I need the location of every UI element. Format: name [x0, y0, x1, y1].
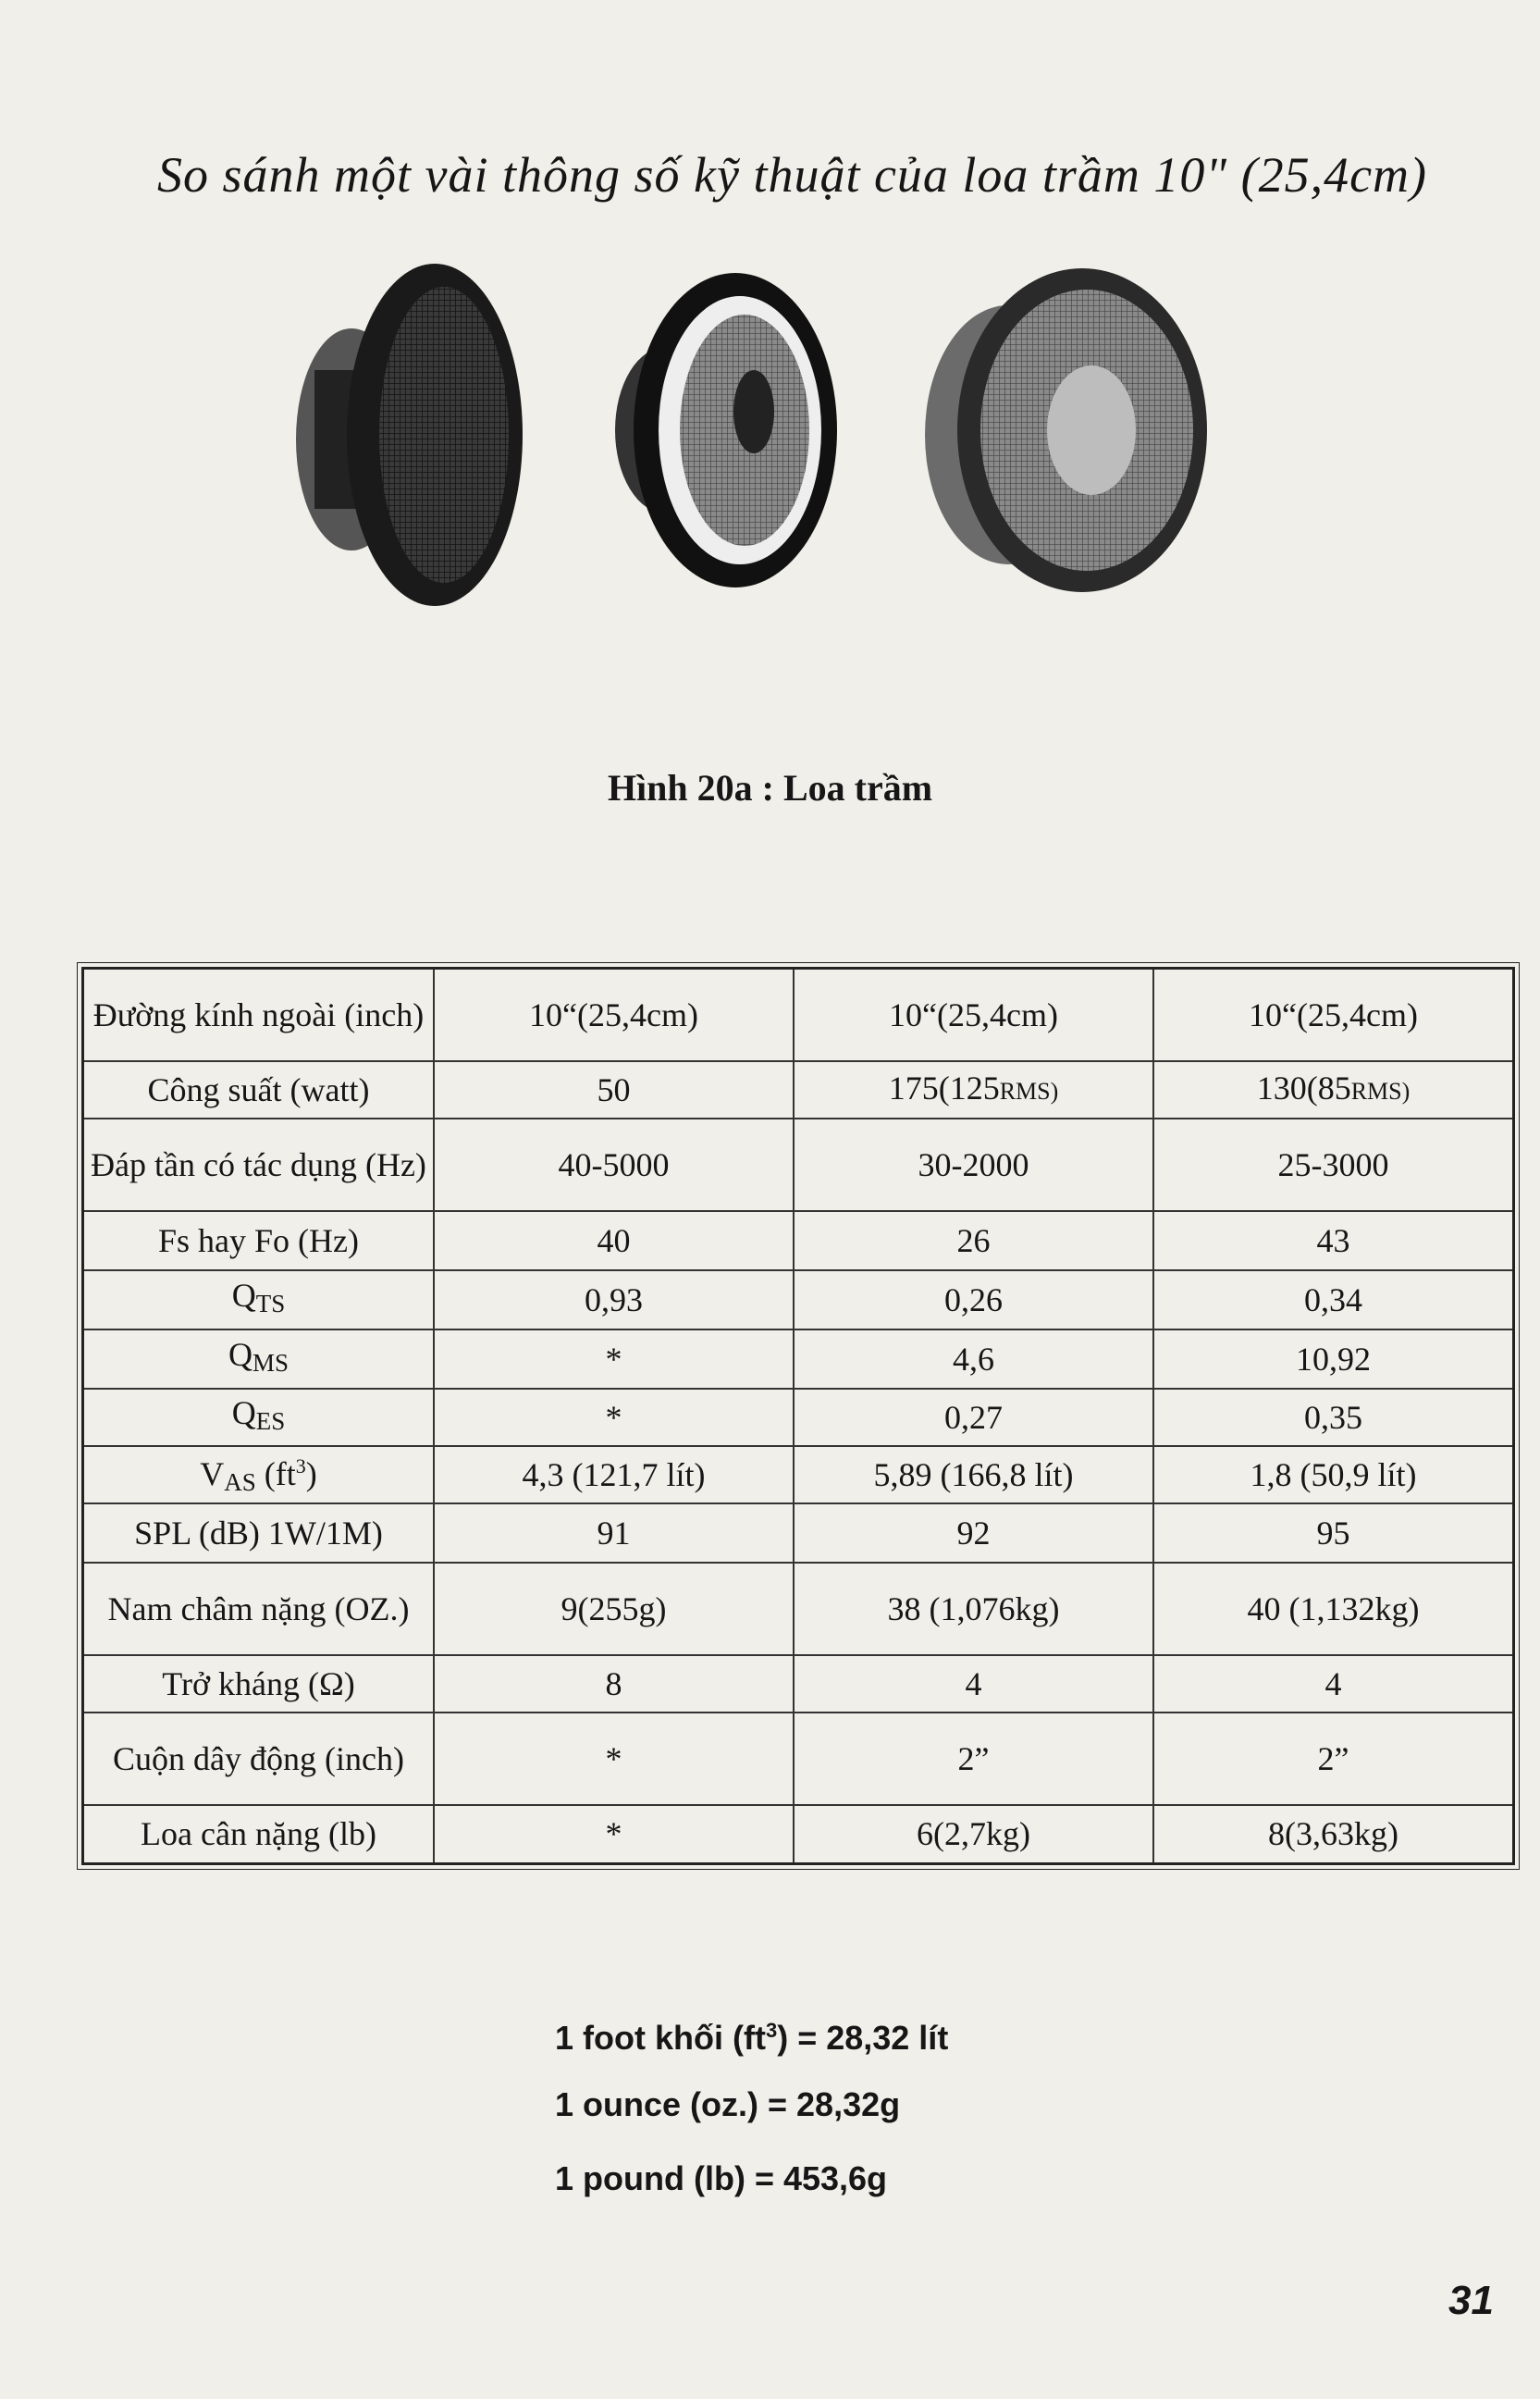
table-cell: 1,8 (50,9 lít) — [1153, 1446, 1514, 1503]
row-label: SPL (dB) 1W/1M) — [83, 1503, 435, 1563]
row-label: Cuộn dây động (inch) — [83, 1713, 435, 1805]
page-title: So sánh một vài thông số kỹ thuật của loa trầm 10" (25,4cm) — [157, 147, 1428, 203]
table-cell: 8(3,63kg) — [1153, 1805, 1514, 1864]
row-label — [83, 1446, 435, 1503]
row-label — [83, 1329, 435, 1389]
speaker-icon — [615, 273, 837, 587]
speaker-illustration — [277, 250, 1249, 638]
spec-table — [81, 967, 1515, 1865]
table-cell: 5,89 (166,8 lít) — [794, 1446, 1153, 1503]
label-main: V — [200, 1455, 225, 1492]
table-cell: 9(255g) — [434, 1563, 794, 1655]
table-cell: 40 — [434, 1211, 794, 1270]
note-text: 1 ounce (oz.) = 28,32g — [555, 2085, 901, 2123]
row-label: Loa cân nặng (lb) — [83, 1805, 435, 1864]
table-cell — [794, 1061, 1153, 1119]
table-row — [83, 1446, 1514, 1503]
table-cell: 4 — [794, 1655, 1153, 1713]
table-cell: 0,35 — [1153, 1389, 1514, 1446]
cell-value: 130(85 — [1256, 1069, 1351, 1107]
table-cell: 10,92 — [1153, 1329, 1514, 1389]
table-row — [83, 1329, 1514, 1389]
table-cell: 4,3 (121,7 lít) — [434, 1446, 794, 1503]
speaker-icon — [296, 264, 523, 606]
table-cell: 25-3000 — [1153, 1119, 1514, 1211]
table-cell: 95 — [1153, 1503, 1514, 1563]
table-cell: 40 (1,132kg) — [1153, 1563, 1514, 1655]
table-cell: 10“(25,4cm) — [794, 969, 1153, 1061]
table-cell: * — [434, 1805, 794, 1864]
speaker-icon — [925, 268, 1207, 592]
table-cell: 2” — [1153, 1713, 1514, 1805]
table-cell: 43 — [1153, 1211, 1514, 1270]
label-subscript: ES — [255, 1407, 286, 1435]
figure-caption: Hình 20a : Loa trầm — [607, 767, 933, 809]
table-cell: 91 — [434, 1503, 794, 1563]
table-row — [83, 1119, 1514, 1211]
table-cell: 40-5000 — [434, 1119, 794, 1211]
table-cell: 30-2000 — [794, 1119, 1153, 1211]
table-cell: 50 — [434, 1061, 794, 1119]
table-cell: 26 — [794, 1211, 1153, 1270]
table-cell: * — [434, 1329, 794, 1389]
label-tail: (ft — [255, 1455, 296, 1492]
cell-value: 175(125 — [888, 1069, 1000, 1107]
note-text: 1 pound (lb) = 453,6g — [555, 2159, 888, 2197]
row-label: Đường kính ngoài (inch) — [83, 969, 435, 1061]
table-row — [83, 1503, 1514, 1563]
row-label — [83, 1270, 435, 1329]
label-main: Q — [231, 1394, 256, 1431]
row-label — [83, 1389, 435, 1446]
table-cell — [1153, 1061, 1514, 1119]
rms-suffix: RMS) — [1350, 1077, 1411, 1105]
row-label: Fs hay Fo (Hz) — [83, 1211, 435, 1270]
table-cell: 4 — [1153, 1655, 1514, 1713]
table-cell: 38 (1,076kg) — [794, 1563, 1153, 1655]
table-row — [83, 1563, 1514, 1655]
row-label: Công suất (watt) — [83, 1061, 435, 1119]
table-cell: 0,26 — [794, 1270, 1153, 1329]
row-label: Trở kháng (Ω) — [83, 1655, 435, 1713]
conversion-note — [555, 2142, 948, 2216]
table-cell: 10“(25,4cm) — [1153, 969, 1514, 1061]
table-cell: 0,93 — [434, 1270, 794, 1329]
label-main: Q — [231, 1277, 256, 1314]
note-superscript: 3 — [765, 2019, 778, 2042]
label-end: ) — [305, 1455, 317, 1492]
table-row — [83, 969, 1514, 1061]
row-label: Đáp tần có tác dụng (Hz) — [83, 1119, 435, 1211]
row-label: Nam châm nặng (OZ.) — [83, 1563, 435, 1655]
speaker-figure — [277, 250, 1249, 638]
note-text-tail: ) = 28,32 lít — [777, 2019, 949, 2057]
table-cell: 8 — [434, 1655, 794, 1713]
table-cell: 6(2,7kg) — [794, 1805, 1153, 1864]
label-subscript: MS — [252, 1349, 290, 1377]
label-superscript: 3 — [295, 1454, 306, 1478]
table-cell: * — [434, 1713, 794, 1805]
table-row — [83, 1805, 1514, 1864]
table-row — [83, 1389, 1514, 1446]
table-cell: 0,27 — [794, 1389, 1153, 1446]
table-cell: 10“(25,4cm) — [434, 969, 794, 1061]
table-row — [83, 1211, 1514, 1270]
page-number: 31 — [1448, 2278, 1494, 2323]
label-subscript: AS — [224, 1468, 256, 1496]
table-cell: 4,6 — [794, 1329, 1153, 1389]
rms-suffix: RMS) — [999, 1077, 1059, 1105]
table-cell: 92 — [794, 1503, 1153, 1563]
table-row — [83, 1713, 1514, 1805]
label-main: Q — [228, 1336, 253, 1373]
unit-conversion-notes — [555, 1994, 948, 2216]
table-cell: 0,34 — [1153, 1270, 1514, 1329]
conversion-note — [555, 2068, 948, 2142]
table-row — [83, 1061, 1514, 1119]
table-cell: * — [434, 1389, 794, 1446]
conversion-note — [555, 1994, 948, 2068]
label-subscript: TS — [255, 1290, 286, 1317]
note-text: 1 foot khối (ft — [555, 2019, 766, 2057]
table-row — [83, 1270, 1514, 1329]
table-cell: 2” — [794, 1713, 1153, 1805]
table-row — [83, 1655, 1514, 1713]
